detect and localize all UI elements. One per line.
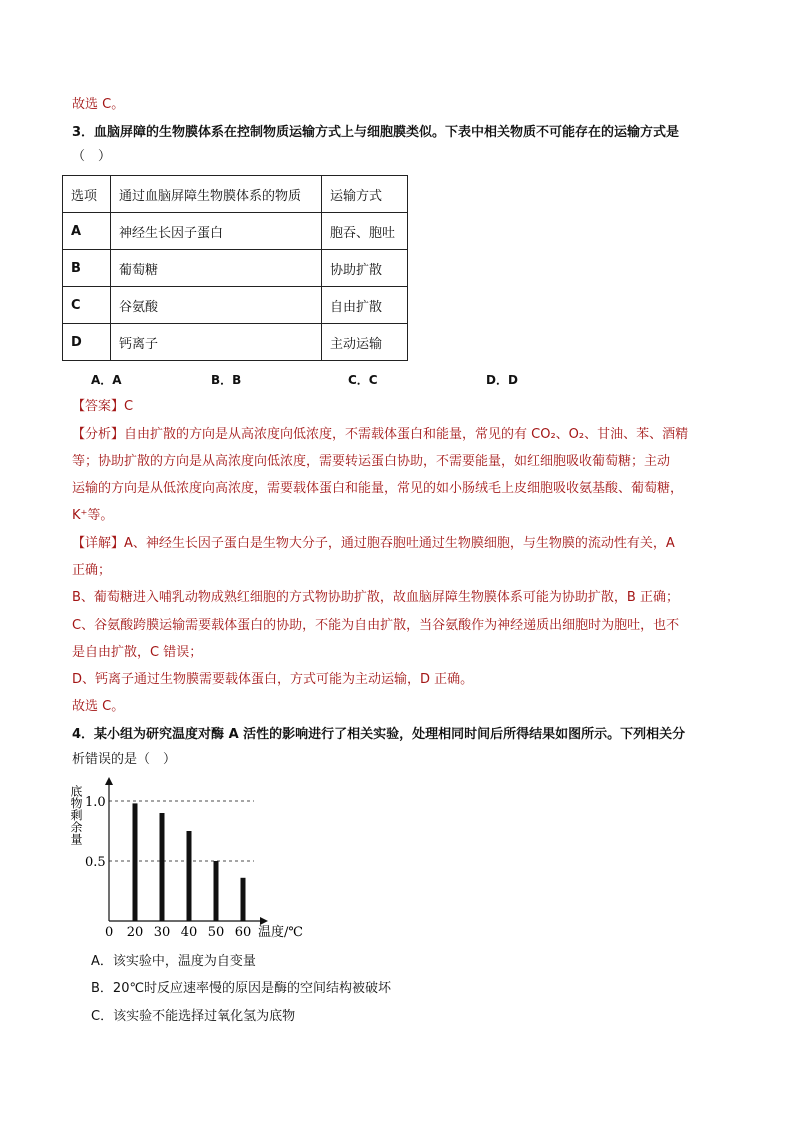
q3-detail-line: C、谷氨酸跨膜运输需要载体蛋白的协助，不能为自由扩散，当谷氨酸作为神经递质出细胞时为胞吐，也不	[72, 618, 680, 633]
y-tick-label: 0.5	[85, 855, 106, 870]
q4-stem-line1: 4．某小组为研究温度对酶 A 活性的影响进行了相关实验，处理相同时间后所得结果如图所示。下列相关分	[72, 727, 686, 742]
table-cell-substance: 葡萄糖	[111, 250, 322, 287]
x-tick-label: 30	[153, 925, 171, 940]
table-cell-method: 主动运输	[322, 324, 408, 361]
q3-analysis-line: K⁺等。	[72, 508, 114, 523]
q3-analysis-line: 等；协助扩散的方向是从高浓度向低浓度，需要转运蛋白协助，不需要能量，如红细胞吸收葡萄糖；主动	[72, 454, 671, 469]
q4-option-c[interactable]: C．该实验不能选择过氧化氢为底物	[91, 1009, 296, 1024]
table-cell-method: 协助扩散	[322, 250, 408, 287]
x-axis-label: 温度/℃	[258, 925, 303, 940]
table-row	[63, 250, 408, 287]
q3-stem-line1: 3．血脑屏障的生物膜体系在控制物质运输方式上与细胞膜类似。下表中相关物质不可能存在的运输方式是	[72, 125, 680, 140]
q3-option-a[interactable]: A．A	[91, 373, 122, 387]
table-header-cell: 运输方式	[322, 176, 408, 213]
q3-conclusion: 故选 C。	[72, 699, 125, 714]
x-tick-label: 50	[207, 925, 225, 940]
q3-analysis-line: 运输的方向是从低浓度向高浓度，需要载体蛋白和能量，常见的如小肠绒毛上皮细胞吸收氨基酸、葡萄糖，	[72, 481, 684, 496]
q3-detail-line: B、葡萄糖进入哺乳动物成熟红细胞的方式物协助扩散，故血脑屏障生物膜体系可能为协助扩散，B 正确；	[72, 590, 679, 605]
q4-stem-line2: 析错误的是（ ）	[72, 752, 177, 767]
prev-conclusion: 故选 C。	[72, 97, 125, 112]
y-tick-label: 1.0	[85, 795, 106, 810]
chart-bar	[133, 803, 138, 921]
q3-option-c[interactable]: C．C	[348, 373, 378, 387]
q3-options-table	[62, 175, 408, 361]
table-cell-method: 自由扩散	[322, 287, 408, 324]
q3-stem-line2: （ ）	[72, 149, 112, 164]
table-cell-substance: 谷氨酸	[111, 287, 322, 324]
q3-detail-line: D、钙离子通过生物膜需要载体蛋白，方式可能为主动运输，D 正确。	[72, 672, 474, 687]
y-axis-arrow	[105, 777, 113, 785]
table-row	[63, 324, 408, 361]
chart-bar	[214, 861, 219, 921]
x-tick-label: 60	[234, 925, 252, 940]
q3-detail-line: 【详解】A、神经生长因子蛋白是生物大分子，通过胞吞胞吐通过生物膜细胞，与生物膜的流动性有关，A	[72, 536, 675, 551]
q4-option-a[interactable]: A．该实验中，温度为自变量	[91, 954, 256, 969]
table-cell-option: C	[63, 287, 111, 324]
x-axis-arrow	[260, 917, 268, 925]
q3-analysis-line: 【分析】自由扩散的方向是从高浓度向低浓度，不需载体蛋白和能量，常见的有 CO₂、O₂、甘油、苯、酒精	[72, 427, 689, 442]
table-header-cell: 通过血脑屏障生物膜体系的物质	[111, 176, 322, 213]
q4-option-b[interactable]: B．20℃时反应速率慢的原因是酶的空间结构被破坏	[91, 981, 392, 996]
q4-bar-chart	[62, 775, 322, 945]
table-cell-option: A	[63, 213, 111, 250]
chart-bar	[160, 813, 165, 921]
table-row	[63, 213, 408, 250]
table-row	[63, 287, 408, 324]
q3-answer: 【答案】C	[72, 399, 134, 414]
q3-option-b[interactable]: B．B	[211, 373, 242, 387]
x-origin-label: 0	[105, 925, 114, 940]
x-tick-label: 20	[126, 925, 144, 940]
q3-detail-line: 是自由扩散，C 错误；	[72, 645, 203, 660]
chart-bar	[187, 831, 192, 921]
chart-bar	[241, 878, 246, 921]
table-cell-option: B	[63, 250, 111, 287]
q3-option-d[interactable]: D．D	[486, 373, 518, 387]
y-axis-label: 底物剩余量	[69, 785, 83, 845]
q3-detail-line: 正确；	[72, 563, 112, 578]
table-cell-option: D	[63, 324, 111, 361]
table-header-cell: 选项	[63, 176, 111, 213]
table-header-row	[63, 176, 408, 213]
table-cell-substance: 神经生长因子蛋白	[111, 213, 322, 250]
table-cell-method: 胞吞、胞吐	[322, 213, 408, 250]
x-tick-label: 40	[180, 925, 198, 940]
table-cell-substance: 钙离子	[111, 324, 322, 361]
